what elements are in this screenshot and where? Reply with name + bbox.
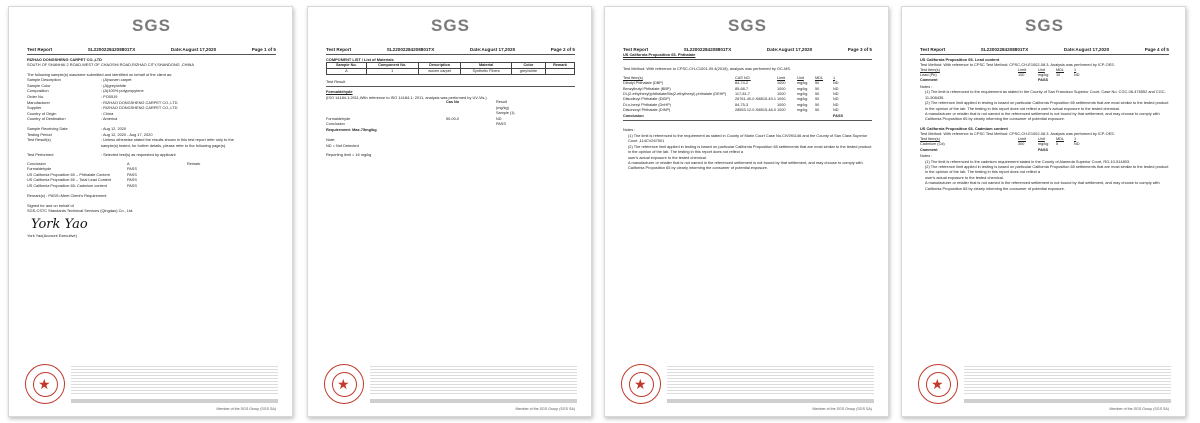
- sgs-seal-stamp: [621, 364, 661, 404]
- lead-table: Test Item(s) Limit Unit MDL 1 Lead (Pb) 100 mg/kg 10 ND Comment PASS: [920, 67, 1080, 83]
- report-page-3: SGS Test Report SL22002284208801TX Date:August 17,2020 Page 3 of 5 US California Proposition 65- Phthalate Test Method: With reference to CPSC-CH-C1001-09.4(2018), analysis was performed by GC-MS. Test Item(s) CAS NO. Limit Unit MDL 1 Dibutyl Phthalate (DBP) 84-74-2 1000 mg/kg 50 ND Benzylbutyl Phthalate (BBP) 85-68-7 1000 mg/kg 50 ND Di-(2-ethylhexyl)phthalate/Bis(2-ethylhexyl) phthalate (DEHP) 117-81-7 1000 mg/kg 50 ND Diisodecyl Phthalate (DIDP) 26761-40-0 /68515-49-1 1000 mg/kg 50 ND Di-n-hexyl Phthalate (DnHP) 84-75-3 1000 mg/kg 50 ND Diisononyl Phthalate (DINP) 28553-12-0 /68515-48-0 1000 mg/kg 50 ND Conclusion PASS Notes : (1) The limit is referenced to the requirement as stated in County of Marin Court Case No.CIV091146 and the County of San Clara Superior Court ,114CV267501 (2) The reference limit applied in testing is based on particular California Proposition 65 settlements that are most similar to the tested product in the opinion of the lab. The testing in this report does not reflect a user's actual exposure to the tested chemical. A manufacturer or retailer that is not named in the referenced settlement is not bound by that settlement, and may choose to comply with California Proposition 65 by clearly informing the consumer of potential exposure. ★ Member of the SGS Group (SGS SA): [604, 6, 889, 417]
- sgs-seal-stamp: [25, 364, 65, 404]
- field-row: Sample Receiving Date : Aug 12, 2020: [27, 126, 127, 132]
- page-header: Test Report SL22002284208801TX Date:August 17,2020 Page 2 of 5: [326, 47, 575, 52]
- page-number: Page 4 of 5: [1144, 47, 1169, 52]
- cadmium-title: US California Proposition 65- Cadmium content: [920, 125, 1008, 131]
- report-page-2: SGS Test Report SL22002284208801TX Date:August 17,2020 Page 2 of 5 COMPONENT LIST / List of Materials Sample No. Component No. Description Material Color Remark A 1 woven carpet Synthetic Fibers grey/white Test Result Formaldehyde (ISO 14184-1:2011,With reference to ISO 14184-1: 2011, analysis was performed by UV-Vis.) Cas No Result (mg/kg) Sample (1) Formaldehyde 50-00-0 ND Conclusion PASS Requirement: Max.75mg/kg Note: ND = Not Detected Reporting limit = 16 mg/kg ★ Member of the SGS Group (SGS SA): [307, 6, 592, 417]
- table-row: A 1 woven carpet Synthetic Fibers grey/white: [327, 69, 575, 75]
- page-number: Page 3 of 5: [847, 47, 872, 52]
- signature: York Yao: [31, 216, 88, 232]
- field-row: Order No. : PO0519: [27, 94, 118, 100]
- sgs-logo: SGS: [132, 16, 171, 35]
- intro-text: The following sample(s) was/were submitted and identified on behalf of the client as:: [27, 71, 173, 77]
- phthalate-table: Test Item(s) CAS NO. Limit Unit MDL 1 Dibutyl Phthalate (DBP) 84-74-2 1000 mg/kg 50 ND Benzylbutyl Phthalate (BBP) 85-68-7 1000 mg/kg 50 ND Di-(2-ethylhexyl)phthalate/Bis(2-ethylhexyl) phthalate (DEHP) 117-81-7 1000 mg/kg 50 ND Diisodecyl Phthalate (DIDP) 26761-40-0 /68515-49-1 1000 mg/kg 50 ND Di-n-hexyl Phthalate (DnHP) 84-75-3 1000 mg/kg 50 ND Diisononyl Phthalate (DINP) 28553-12-0 /68515-48-0 1000 mg/kg 50 ND: [623, 75, 839, 113]
- lead-title: US California Proposition 65- Lead content: [920, 56, 1000, 62]
- page-footer: [605, 354, 888, 416]
- star-icon: ★: [337, 376, 350, 392]
- star-icon: ★: [38, 376, 51, 392]
- component-table: Sample No. Component No. Description Material Color Remark A 1 woven carpet Synthetic Fibers grey/white: [326, 62, 575, 75]
- conclusion-table: Conclusion A Remark Formaldehyde PASS US California Proposition 65 -- Phthalate Content PASS US California Proposition 65 -- Total Lead Content PASS US California Proposition 65- Cadmium content PASS: [27, 162, 201, 188]
- field-row: Sample Description : (A)woven carpet: [27, 77, 132, 83]
- remark: Remark(s) : PASS=Meet Client's Requirement: [27, 193, 107, 199]
- member-text: Member of the SGS Group (SGS SA): [812, 407, 872, 411]
- sgs-logo: SGS: [728, 16, 767, 35]
- field-row: Sample Color : (A)grey/white: [27, 82, 127, 88]
- fine-print: [370, 366, 577, 396]
- page-footer: [902, 354, 1185, 416]
- report-page-1: SGS Test Report SL22002284208801TX Date:August 17,2020 Page 1 of 5 RIZHAO DONGSHENG CARPET CO.,LTD SOUTH OF SHANHAI 2 ROAD,WEST OF CHAOSHI ROAD,RIZHAO CITY,SHANDONG ,CHINA The following sample(s) was/were submitted and identified on behalf of the client as: Sample Description : (A)woven carpet Sample Color : (A)grey/white Composition : (A)100% polypropylene Order No. : PO0519 Manufacturer : RIZHAO DONGSHENG CARPET CO.,LTD Supplier : RIZHAO DONGSHENG CARPET CO.,LTD Country of Origin : China Country of Destination : America Sample Receiving Date : Aug 12, 2020 Testing Period : Aug 12, 2020 - Aug 17, 2020 Test Result(s) : Unless otherwise stated the results shown in this test report refer only to the sample(s) tested, for further details, please refer to the following page(s). Test Performed : Selected test(s) as requested by applicant Conclusion A Remark Formaldehyde PASS US California Proposition 65 -- Phthalate Content PASS US California Proposition 65 -- Total Lead Content PASS US California Proposition 65- Cadmium content PASS Remark(s) : PASS=Meet Client's Requirement Signed for and on behalf of SGS-CSTC Standards Technical Services (Qingdao) Co., Ltd. York Yao York Yao(Account Executive) ★ Member of the SGS Group (SGS SA): [8, 6, 293, 417]
- field-row: Country of Destination : America: [27, 116, 118, 122]
- sgs-logo: SGS: [431, 16, 470, 35]
- date-fields: [27, 126, 276, 148]
- member-text: Member of the SGS Group (SGS SA): [515, 407, 575, 411]
- report-number: SL22002284208801TX: [980, 47, 1029, 52]
- page-footer: [9, 354, 292, 416]
- member-text: Member of the SGS Group (SGS SA): [1109, 407, 1169, 411]
- page-number: Page 1 of 5: [251, 47, 276, 52]
- report-number: SL22002284208801TX: [683, 47, 732, 52]
- requirement: Requirement: Max.75mg/kg: [326, 127, 377, 133]
- client-address: SOUTH OF SHANHAI 2 ROAD,WEST OF CHAOSHI ROAD,RIZHAO CITY,SHANDONG ,CHINA: [27, 62, 194, 68]
- page-header: Test Report SL22002284208801TX Date:August 17,2020 Page 3 of 5: [623, 47, 872, 52]
- report-number: SL22002284208801TX: [386, 47, 435, 52]
- field-row: Test Result(s) : Unless otherwise stated the results shown in this test report refer only to the: [27, 137, 234, 143]
- formaldehyde-results: Cas No Result (mg/kg) Sample (1) Formaldehyde 50-00-0 ND Conclusion PASS: [326, 100, 515, 126]
- field-row: Testing Period : Aug 12, 2020 - Aug 17, 2020: [27, 131, 153, 137]
- notes: (1) The limit is referenced to the requirement as stated in County of Marin Court Case No.CIV091146 and the County of San Clara Superior Court ,114CV267501 (2) The reference limit applied in testing is based on particular California Proposition 65 settlements that are most similar to the tested product in the opinion of the lab. The testing in this report does not reflect a user's actual exposure to the tested chemical. A manufacturer or retailer that is not named in the referenced settlement is not bound by that settlement, and may choose to comply with California Proposition 65 by clearly informing the consumer of potential exposure.: [628, 133, 872, 171]
- sgs-seal-stamp: [324, 364, 364, 404]
- page-header: Test Report SL22002284208801TX Date:August 17,2020 Page 4 of 5: [920, 47, 1169, 52]
- field-row: Composition : (A)100% polypropylene: [27, 88, 144, 94]
- sgs-seal-stamp: [918, 364, 958, 404]
- client-company: RIZHAO DONGSHENG CARPET CO.,LTD: [27, 56, 102, 62]
- report-page-4: SGS Test Report SL22002284208801TX Date:August 17,2020 Page 4 of 5 US California Proposition 65- Lead content Test Method: With reference to CPSC Test Method: CPSC-CH-E1002-08.3. Analysis was performed by ICP-OES. Test Item(s) Limit Unit MDL 1 Lead (Pb) 100 mg/kg 10 ND Comment PASS Notes : (1) The limit is referenced to the requirement as stated in the County of San Francisco Superior Court, Case No. CGC-08-476552 and CGC-11-508435. (2) The reference limit applied in testing is based on particular California Proposition 65 settlements that are most similar to the tested product in the opinion of the lab. The testing in this report does not reflect a user's actual exposure to the tested chemical. A manufacturer or retailer that is not named in the referenced settlement is not bound by that settlement, and may choose to comply with California Proposition 65 by clearly informing the consumer of potential exposure. US California Proposition 65- Cadmium content Test Method: With reference to CPSC Test Method: CPSC-CH-E1002-08.3. Analysis was performed by ICP-OES. Test Item(s) Limit Unit MDL 1 Cadmium (Cd) 300 mg/kg 5 ND Comment PASS Notes : (1) The limit is referenced to the cadmium requirement stated in the County of Alameda Superior Court, RG-10-514803. (2) The reference limit applied in testing is based on particular California Proposition 65 settlements that are most similar to the tested product in the opinion of the lab. The testing in this report does not reflect a user's actual exposure to the tested chemical. A manufacturer or retailer that is not named in the referenced settlement is not bound by that settlement, and may choose to comply with California Proposition 65 by clearly informing the consumer of potential exposure. ★ Member of the SGS Group (SGS SA): [901, 6, 1186, 417]
- star-icon: ★: [634, 376, 647, 392]
- formaldehyde-title: Formaldehyde: [326, 89, 353, 95]
- lead-notes: (1) The limit is referenced to the requirement as stated in the County of San Francisco Superior Court, Case No. CGC-08-476552 and CGC-11-508435. (2) The reference limit applied in testing is based on particular California Proposition 65 settlements that are most similar to the tested product in the opinion of the lab. The testing in this report does not reflect a user's actual exposure to the tested chemical. A manufacturer or retailer that is not named in the referenced settlement is not bound by that settlement, and may choose to comply with California Proposition 65 by clearly informing the consumer of potential exposure.: [925, 89, 1169, 122]
- cadmium-table: Test Item(s) Limit Unit MDL 1 Cadmium (Cd) 300 mg/kg 5 ND Comment PASS: [920, 136, 1080, 152]
- field-row: Country of Origin : China: [27, 110, 114, 116]
- fine-print: [667, 366, 874, 396]
- field-row: Manufacturer : RIZHAO DONGSHENG CARPET CO.,LTD: [27, 99, 178, 105]
- page-number: Page 2 of 5: [550, 47, 575, 52]
- report-number: SL22002284208801TX: [87, 47, 136, 52]
- field-row: Supplier : RIZHAO DONGSHENG CARPET CO.,LTD: [27, 105, 178, 111]
- sample-fields: [27, 77, 276, 122]
- fine-print: [964, 366, 1171, 396]
- member-text: Member of the SGS Group (SGS SA): [216, 407, 276, 411]
- field-row: sample(s) tested, for further details, please refer to the following page(s).: [101, 142, 227, 148]
- star-icon: ★: [931, 376, 944, 392]
- component-list-title: COMPONENT LIST / List of Materials: [326, 56, 394, 62]
- page-header: Test Report SL22002284208801TX Date:August 17,2020 Page 1 of 5: [27, 47, 276, 52]
- sgs-logo: SGS: [1025, 16, 1064, 35]
- cadmium-notes: (1) The limit is referenced to the cadmium requirement stated in the County of Alameda Superior Court, RG-10-514803. (2) The reference limit applied in testing is based on particular California Proposition 65 settlements that are most similar to the tested product in the opinion of the lab. The testing in this report does not reflect a user's actual exposure to the tested chemical. A manufacturer or retailer that is not named in the referenced settlement is not bound by that settlement, and may choose to comply with California Proposition 65 by clearly informing the consumer of potential exposure.: [925, 158, 1169, 191]
- phthalate-title: US California Proposition 65- Phthalate: [623, 52, 696, 57]
- test-performed: Test Performed : Selected test(s) as requested by applicant: [27, 152, 176, 158]
- page-footer: [308, 354, 591, 416]
- signer-name: York Yao(Account Executive): [27, 232, 77, 238]
- fine-print: [71, 366, 278, 396]
